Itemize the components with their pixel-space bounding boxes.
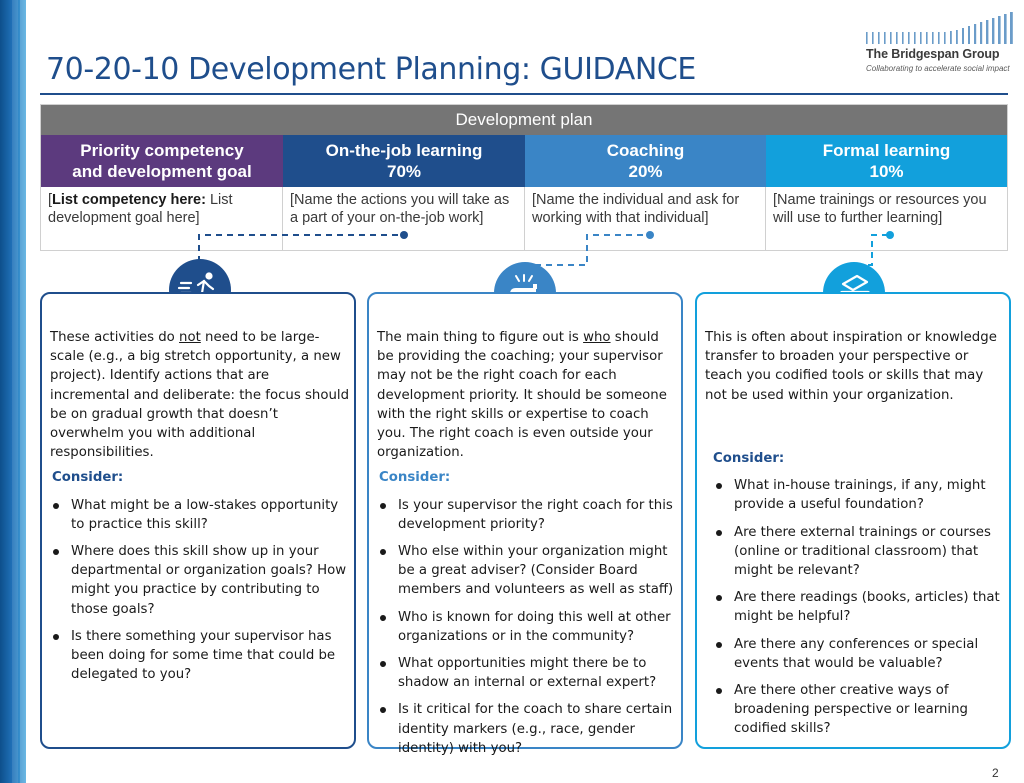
- cell-text: [Name the individual and ask for working with that individual]: [532, 192, 740, 226]
- guidance-box-on-the-job: [40, 292, 356, 749]
- title-divider: [40, 93, 1008, 95]
- list-item: Where does this skill show up in your departmental or organization goals? How might you practice by contributing to those goals?: [50, 542, 350, 619]
- guidance-box-coaching: [367, 292, 683, 756]
- list-item: What might be a low-stakes opportunity to practice this skill?: [50, 496, 350, 534]
- list-item: Is it critical for the coach to share certain identity markers (e.g., race, gender identity) with you?: [377, 700, 677, 758]
- list-item: Are there readings (books, articles) that might be helpful?: [713, 588, 1005, 626]
- consider-heading: Consider:: [713, 451, 785, 466]
- bridgespan-logo: [866, 12, 1014, 74]
- cell-bold-label: List competency here:: [52, 192, 206, 208]
- box-content: [50, 328, 350, 692]
- intro-emphasis: who: [583, 330, 611, 345]
- column-heading-line: Coaching: [606, 141, 685, 160]
- list-item: Are there any conferences or special events that would be valuable?: [713, 635, 1005, 673]
- box-intro: [50, 328, 350, 462]
- development-plan-table: [40, 104, 1008, 251]
- table-cell-coaching[interactable]: [525, 187, 766, 250]
- box-content: [377, 328, 677, 766]
- table-cell-competency[interactable]: [41, 187, 283, 250]
- column-heading-percent: 20%: [628, 162, 663, 181]
- box-intro: [377, 328, 677, 462]
- intro-text: This is often about inspiration or knowledge transfer to broaden your perspective or teach you codified tools or skills that may not be used within your organization.: [705, 330, 997, 403]
- cell-bracket: [: [48, 192, 53, 208]
- logo-tagline: Collaborating to accelerate social impact: [866, 64, 1010, 73]
- band-stripe: [20, 0, 26, 783]
- column-heading-coaching: [525, 135, 766, 187]
- consider-heading: Consider:: [52, 470, 124, 486]
- column-heading-line: Formal learning: [822, 141, 951, 160]
- table-cell-formal-learning[interactable]: [766, 187, 1007, 250]
- intro-text: These activities do: [50, 330, 180, 345]
- guidance-box-formal-learning: [695, 292, 1011, 749]
- consider-list: [377, 496, 677, 758]
- list-item: Who else within your organization might be a great adviser? (Consider Board members and volunteers as well as staff): [377, 542, 677, 600]
- list-item: What in-house trainings, if any, might provide a useful foundation?: [713, 476, 1005, 514]
- column-heading-on-the-job: [283, 135, 525, 187]
- consider-heading: Consider:: [379, 470, 451, 486]
- list-item: What opportunities might there be to shadow an internal or external expert?: [377, 654, 677, 692]
- column-heading-line: On-the-job learning: [325, 141, 483, 160]
- column-heading-percent: 10%: [869, 162, 904, 181]
- box-content: [705, 328, 1005, 747]
- table-cell-on-the-job[interactable]: [283, 187, 525, 250]
- list-item: Is there something your supervisor has been doing for some time that could be delegated to you?: [50, 627, 350, 685]
- consider-list: [713, 476, 1005, 738]
- band-stripe: [12, 0, 18, 783]
- page-title: 70-20-10 Development Planning: GUIDANCE: [46, 52, 696, 87]
- intro-text: need to be large-scale (e.g., a big stretch opportunity, a new project). Identify actions that are incremental and deliberate: the focus should be on gradual growth that doesn’t overwhelm you with additional responsibilities.: [50, 330, 350, 461]
- intro-text: should be providing the coaching; your supervisor may not be the right coach for each development priority. It should be someone with the right skills or expertise to coach you. The right coach is even outside your organization.: [377, 330, 667, 461]
- cell-text: List development goal here]: [48, 192, 233, 226]
- consider-list: [50, 496, 350, 685]
- column-heading-priority: [41, 135, 283, 187]
- intro-text: The main thing to figure out is: [377, 330, 584, 345]
- logo-bars-icon: [866, 12, 1014, 44]
- list-item: Is your supervisor the right coach for this development priority?: [377, 496, 677, 534]
- cell-text: [Name trainings or resources you will use to further learning]: [773, 192, 987, 226]
- box-intro: [705, 328, 1005, 443]
- table-header: Development plan: [41, 105, 1007, 135]
- column-heading-line: Priority competency: [80, 141, 244, 160]
- logo-name: The Bridgespan Group: [866, 47, 1000, 61]
- page-number: 2: [992, 766, 999, 780]
- column-heading-line: and development goal: [72, 162, 252, 181]
- column-heading-percent: 70%: [386, 162, 422, 181]
- left-decorative-band: [0, 0, 26, 783]
- cell-text: [Name the actions you will take as a part of your on-the-job work]: [290, 192, 510, 226]
- intro-emphasis: not: [179, 330, 201, 345]
- list-item: Who is known for doing this well at other organizations or in the community?: [377, 608, 677, 646]
- list-item: Are there other creative ways of broadening perspective or learning codified skills?: [713, 681, 1005, 739]
- column-heading-formal-learning: [766, 135, 1007, 187]
- list-item: Are there external trainings or courses (online or traditional classroom) that might be relevant?: [713, 523, 1005, 581]
